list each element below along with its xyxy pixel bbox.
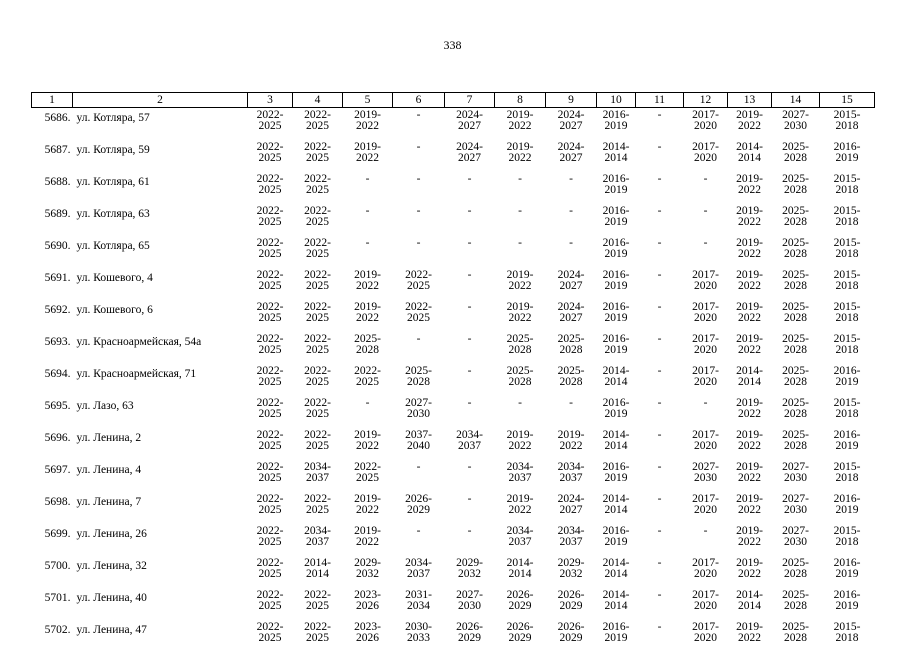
row-number: 5701.: [32, 588, 73, 620]
period-cell: -: [445, 524, 495, 556]
period-cell: -: [684, 204, 728, 236]
street-address: ул. Котляра, 57: [73, 108, 248, 141]
row-number: 5699.: [32, 524, 73, 556]
table-row: [32, 620, 875, 652]
period-cell: 2029- 2032: [445, 556, 495, 588]
period-cell: 2019- 2022: [728, 492, 772, 524]
table-row: [32, 396, 875, 428]
period-cell: -: [393, 140, 445, 172]
period-cell: 2027- 2030: [772, 524, 820, 556]
header-cell: 13: [728, 93, 772, 108]
table-row: [32, 556, 875, 588]
period-cell: -: [636, 396, 684, 428]
street-address: ул. Котляра, 63: [73, 204, 248, 236]
street-address: ул. Кошевого, 4: [73, 268, 248, 300]
period-cell: 2034- 2037: [445, 428, 495, 460]
street-address: ул. Котляра, 61: [73, 172, 248, 204]
period-cell: 2026- 2029: [445, 620, 495, 652]
table-row: [32, 460, 875, 492]
row-number: 5687.: [32, 140, 73, 172]
period-cell: -: [495, 172, 546, 204]
period-cell: -: [636, 140, 684, 172]
period-cell: 2014- 2014: [597, 492, 636, 524]
period-cell: -: [445, 460, 495, 492]
period-cell: 2017- 2020: [684, 428, 728, 460]
period-cell: 2022- 2025: [393, 300, 445, 332]
data-table: [31, 92, 875, 652]
period-cell: -: [636, 268, 684, 300]
period-cell: 2022- 2025: [248, 460, 293, 492]
period-cell: 2014- 2014: [597, 556, 636, 588]
period-cell: 2025- 2028: [343, 332, 393, 364]
period-cell: 2022- 2025: [293, 140, 343, 172]
table-row: [32, 172, 875, 204]
row-number: 5691.: [32, 268, 73, 300]
period-cell: 2022- 2025: [248, 108, 293, 141]
period-cell: 2029- 2032: [546, 556, 597, 588]
header-cell: 12: [684, 93, 728, 108]
period-cell: 2022- 2025: [248, 172, 293, 204]
period-cell: 2022- 2025: [248, 556, 293, 588]
period-cell: 2025- 2028: [772, 620, 820, 652]
period-cell: -: [546, 236, 597, 268]
row-number: 5689.: [32, 204, 73, 236]
period-cell: 2019- 2022: [728, 204, 772, 236]
street-address: ул. Ленина, 4: [73, 460, 248, 492]
period-cell: 2024- 2027: [546, 140, 597, 172]
period-cell: -: [445, 300, 495, 332]
period-cell: 2019- 2022: [343, 268, 393, 300]
row-number: 5690.: [32, 236, 73, 268]
period-cell: 2022- 2025: [293, 492, 343, 524]
street-address: ул. Ленина, 7: [73, 492, 248, 524]
period-cell: 2014- 2014: [597, 364, 636, 396]
period-cell: -: [546, 172, 597, 204]
period-cell: 2019- 2022: [728, 236, 772, 268]
period-cell: 2026- 2029: [546, 620, 597, 652]
period-cell: 2019- 2022: [728, 172, 772, 204]
table-row: [32, 492, 875, 524]
period-cell: 2034- 2037: [393, 556, 445, 588]
period-cell: -: [495, 396, 546, 428]
period-cell: -: [636, 108, 684, 141]
period-cell: 2022- 2025: [293, 588, 343, 620]
table-row: [32, 364, 875, 396]
header-cell: 14: [772, 93, 820, 108]
street-address: ул. Лазо, 63: [73, 396, 248, 428]
period-cell: 2015- 2018: [820, 524, 875, 556]
period-cell: 2019- 2022: [495, 140, 546, 172]
period-cell: 2019- 2022: [728, 428, 772, 460]
period-cell: 2025- 2028: [772, 268, 820, 300]
header-cell: 10: [597, 93, 636, 108]
period-cell: -: [495, 236, 546, 268]
period-cell: -: [684, 172, 728, 204]
row-number: 5696.: [32, 428, 73, 460]
period-cell: 2014- 2014: [728, 364, 772, 396]
period-cell: 2019- 2022: [343, 428, 393, 460]
table-header: [32, 93, 875, 108]
period-cell: 2019- 2022: [343, 108, 393, 141]
period-cell: 2022- 2025: [248, 300, 293, 332]
period-cell: 2017- 2020: [684, 332, 728, 364]
header-cell: 11: [636, 93, 684, 108]
row-number: 5694.: [32, 364, 73, 396]
header-cell: 15: [820, 93, 875, 108]
table-row: [32, 332, 875, 364]
period-cell: -: [684, 396, 728, 428]
period-cell: 2015- 2018: [820, 620, 875, 652]
street-address: ул. Кошевого, 6: [73, 300, 248, 332]
period-cell: -: [636, 492, 684, 524]
period-cell: 2015- 2018: [820, 460, 875, 492]
period-cell: 2022- 2025: [293, 268, 343, 300]
street-address: ул. Котляра, 65: [73, 236, 248, 268]
page-number: 338: [0, 38, 905, 53]
period-cell: 2017- 2020: [684, 268, 728, 300]
table-row: [32, 236, 875, 268]
period-cell: 2025- 2028: [772, 428, 820, 460]
period-cell: 2019- 2022: [728, 460, 772, 492]
period-cell: 2017- 2020: [684, 108, 728, 141]
period-cell: 2015- 2018: [820, 268, 875, 300]
period-cell: 2017- 2020: [684, 140, 728, 172]
header-cell: 2: [73, 93, 248, 108]
period-cell: -: [495, 204, 546, 236]
street-address: ул. Красноармейская, 54а: [73, 332, 248, 364]
period-cell: -: [393, 332, 445, 364]
period-cell: 2027- 2030: [393, 396, 445, 428]
period-cell: 2022- 2025: [248, 268, 293, 300]
period-cell: 2034- 2037: [293, 460, 343, 492]
period-cell: -: [684, 236, 728, 268]
period-cell: 2015- 2018: [820, 332, 875, 364]
row-number: 5702.: [32, 620, 73, 652]
period-cell: 2027- 2030: [684, 460, 728, 492]
row-number: 5686.: [32, 108, 73, 141]
period-cell: -: [393, 524, 445, 556]
period-cell: 2023- 2026: [343, 588, 393, 620]
period-cell: 2014- 2014: [495, 556, 546, 588]
period-cell: 2037- 2040: [393, 428, 445, 460]
period-cell: 2019- 2022: [343, 492, 393, 524]
period-cell: 2027- 2030: [772, 460, 820, 492]
period-cell: -: [636, 460, 684, 492]
period-cell: 2022- 2025: [248, 236, 293, 268]
period-cell: 2019- 2022: [728, 396, 772, 428]
period-cell: 2015- 2018: [820, 172, 875, 204]
period-cell: 2017- 2020: [684, 364, 728, 396]
period-cell: 2016- 2019: [597, 300, 636, 332]
street-address: ул. Ленина, 47: [73, 620, 248, 652]
table-row: [32, 524, 875, 556]
period-cell: 2025- 2028: [772, 396, 820, 428]
header-cell: 5: [343, 93, 393, 108]
period-cell: -: [343, 396, 393, 428]
period-cell: -: [636, 332, 684, 364]
period-cell: -: [546, 204, 597, 236]
period-cell: 2025- 2028: [495, 364, 546, 396]
period-cell: 2022- 2025: [248, 524, 293, 556]
period-cell: 2022- 2025: [393, 268, 445, 300]
period-cell: 2030- 2033: [393, 620, 445, 652]
row-number: 5700.: [32, 556, 73, 588]
period-cell: 2022- 2025: [248, 204, 293, 236]
period-cell: 2025- 2028: [772, 140, 820, 172]
row-number: 5688.: [32, 172, 73, 204]
table-row: [32, 140, 875, 172]
period-cell: 2026- 2029: [546, 588, 597, 620]
period-cell: -: [445, 492, 495, 524]
header-cell: 9: [546, 93, 597, 108]
period-cell: 2016- 2019: [597, 172, 636, 204]
period-cell: -: [445, 332, 495, 364]
period-cell: 2015- 2018: [820, 204, 875, 236]
street-address: ул. Ленина, 2: [73, 428, 248, 460]
period-cell: -: [445, 396, 495, 428]
period-cell: -: [684, 524, 728, 556]
period-cell: 2034- 2037: [495, 460, 546, 492]
header-cell: 4: [293, 93, 343, 108]
period-cell: -: [636, 300, 684, 332]
period-cell: 2024- 2027: [546, 492, 597, 524]
period-cell: 2016- 2019: [597, 332, 636, 364]
period-cell: -: [393, 236, 445, 268]
period-cell: 2019- 2022: [495, 428, 546, 460]
period-cell: 2019- 2022: [728, 620, 772, 652]
period-cell: 2022- 2025: [248, 492, 293, 524]
period-cell: 2019- 2022: [495, 108, 546, 141]
period-cell: 2034- 2037: [546, 460, 597, 492]
period-cell: 2025- 2028: [772, 300, 820, 332]
period-cell: 2024- 2027: [546, 108, 597, 141]
period-cell: 2019- 2022: [495, 492, 546, 524]
period-cell: 2016- 2019: [820, 556, 875, 588]
period-cell: -: [393, 108, 445, 141]
period-cell: 2015- 2018: [820, 236, 875, 268]
period-cell: 2019- 2022: [343, 300, 393, 332]
period-cell: -: [445, 364, 495, 396]
header-cell: 8: [495, 93, 546, 108]
period-cell: 2016- 2019: [597, 204, 636, 236]
period-cell: 2025- 2028: [772, 236, 820, 268]
period-cell: 2022- 2025: [293, 108, 343, 141]
period-cell: 2027- 2030: [445, 588, 495, 620]
table-row: [32, 428, 875, 460]
period-cell: -: [343, 204, 393, 236]
period-cell: 2025- 2028: [495, 332, 546, 364]
period-cell: 2025- 2028: [772, 172, 820, 204]
period-cell: 2019- 2022: [546, 428, 597, 460]
period-cell: 2019- 2022: [728, 300, 772, 332]
period-cell: 2034- 2037: [495, 524, 546, 556]
period-cell: -: [636, 172, 684, 204]
period-cell: 2017- 2020: [684, 556, 728, 588]
table-row: [32, 588, 875, 620]
period-cell: 2016- 2019: [597, 460, 636, 492]
period-cell: 2026- 2029: [495, 588, 546, 620]
period-cell: -: [445, 268, 495, 300]
period-cell: 2024- 2027: [445, 140, 495, 172]
period-cell: -: [636, 588, 684, 620]
period-cell: 2031- 2034: [393, 588, 445, 620]
row-number: 5692.: [32, 300, 73, 332]
period-cell: 2025- 2028: [772, 204, 820, 236]
period-cell: 2022- 2025: [343, 364, 393, 396]
period-cell: 2022- 2025: [343, 460, 393, 492]
period-cell: -: [636, 428, 684, 460]
table-row: [32, 108, 875, 141]
period-cell: 2014- 2014: [728, 140, 772, 172]
period-cell: 2017- 2020: [684, 300, 728, 332]
period-cell: 2022- 2025: [248, 364, 293, 396]
period-cell: 2022- 2025: [293, 300, 343, 332]
period-cell: 2019- 2022: [728, 108, 772, 141]
period-cell: 2022- 2025: [293, 428, 343, 460]
period-cell: -: [393, 172, 445, 204]
period-cell: 2016- 2019: [597, 236, 636, 268]
period-cell: -: [636, 620, 684, 652]
header-cell: 1: [32, 93, 73, 108]
period-cell: 2022- 2025: [293, 396, 343, 428]
period-cell: 2029- 2032: [343, 556, 393, 588]
period-cell: 2017- 2020: [684, 620, 728, 652]
period-cell: 2019- 2022: [728, 332, 772, 364]
row-number: 5697.: [32, 460, 73, 492]
period-cell: 2025- 2028: [546, 364, 597, 396]
period-cell: -: [393, 460, 445, 492]
period-cell: 2014- 2014: [728, 588, 772, 620]
period-cell: 2019- 2022: [495, 268, 546, 300]
period-cell: -: [636, 524, 684, 556]
period-cell: 2014- 2014: [293, 556, 343, 588]
period-cell: 2022- 2025: [248, 620, 293, 652]
period-cell: 2014- 2014: [597, 428, 636, 460]
period-cell: 2034- 2037: [546, 524, 597, 556]
period-cell: 2022- 2025: [293, 620, 343, 652]
period-cell: 2016- 2019: [597, 396, 636, 428]
table-row: [32, 268, 875, 300]
period-cell: 2017- 2020: [684, 588, 728, 620]
period-cell: 2017- 2020: [684, 492, 728, 524]
period-cell: 2019- 2022: [343, 140, 393, 172]
period-cell: -: [445, 236, 495, 268]
street-address: ул. Красноармейская, 71: [73, 364, 248, 396]
period-cell: 2025- 2028: [546, 332, 597, 364]
row-number: 5695.: [32, 396, 73, 428]
street-address: ул. Ленина, 40: [73, 588, 248, 620]
period-cell: 2016- 2019: [820, 140, 875, 172]
period-cell: -: [636, 204, 684, 236]
period-cell: 2026- 2029: [393, 492, 445, 524]
period-cell: 2025- 2028: [393, 364, 445, 396]
period-cell: 2019- 2022: [343, 524, 393, 556]
period-cell: 2025- 2028: [772, 588, 820, 620]
period-cell: -: [636, 556, 684, 588]
period-cell: 2025- 2028: [772, 332, 820, 364]
street-address: ул. Котляра, 59: [73, 140, 248, 172]
period-cell: 2014- 2014: [597, 588, 636, 620]
header-cell: 6: [393, 93, 445, 108]
period-cell: 2022- 2025: [293, 172, 343, 204]
period-cell: 2015- 2018: [820, 108, 875, 141]
period-cell: 2015- 2018: [820, 300, 875, 332]
period-cell: 2023- 2026: [343, 620, 393, 652]
period-cell: -: [445, 172, 495, 204]
table-body: [32, 108, 875, 652]
period-cell: -: [636, 364, 684, 396]
period-cell: 2024- 2027: [445, 108, 495, 141]
period-cell: 2024- 2027: [546, 268, 597, 300]
header-cell: 7: [445, 93, 495, 108]
period-cell: 2022- 2025: [293, 364, 343, 396]
period-cell: 2014- 2014: [597, 140, 636, 172]
period-cell: 2022- 2025: [248, 140, 293, 172]
table-row: [32, 300, 875, 332]
period-cell: 2016- 2019: [820, 588, 875, 620]
period-cell: 2025- 2028: [772, 556, 820, 588]
period-cell: 2026- 2029: [495, 620, 546, 652]
street-address: ул. Ленина, 26: [73, 524, 248, 556]
period-cell: 2022- 2025: [293, 236, 343, 268]
period-cell: 2016- 2019: [820, 364, 875, 396]
period-cell: 2024- 2027: [546, 300, 597, 332]
period-cell: -: [636, 236, 684, 268]
header-cell: 3: [248, 93, 293, 108]
period-cell: 2016- 2019: [597, 268, 636, 300]
period-cell: 2019- 2022: [728, 524, 772, 556]
header-row: [32, 93, 875, 108]
period-cell: -: [343, 236, 393, 268]
period-cell: 2022- 2025: [248, 428, 293, 460]
period-cell: 2016- 2019: [820, 492, 875, 524]
period-cell: 2027- 2030: [772, 492, 820, 524]
table-row: [32, 204, 875, 236]
period-cell: 2019- 2022: [728, 268, 772, 300]
period-cell: -: [393, 204, 445, 236]
period-cell: 2027- 2030: [772, 108, 820, 141]
period-cell: 2016- 2019: [597, 620, 636, 652]
row-number: 5693.: [32, 332, 73, 364]
period-cell: 2019- 2022: [728, 556, 772, 588]
period-cell: 2022- 2025: [293, 332, 343, 364]
period-cell: 2016- 2019: [597, 524, 636, 556]
period-cell: 2022- 2025: [248, 332, 293, 364]
period-cell: -: [546, 396, 597, 428]
period-cell: 2025- 2028: [772, 364, 820, 396]
period-cell: 2015- 2018: [820, 396, 875, 428]
street-address: ул. Ленина, 32: [73, 556, 248, 588]
period-cell: 2022- 2025: [248, 396, 293, 428]
period-cell: 2022- 2025: [248, 588, 293, 620]
period-cell: -: [343, 172, 393, 204]
period-cell: -: [445, 204, 495, 236]
period-cell: 2034- 2037: [293, 524, 343, 556]
period-cell: 2022- 2025: [293, 204, 343, 236]
period-cell: 2016- 2019: [597, 108, 636, 141]
row-number: 5698.: [32, 492, 73, 524]
period-cell: 2016- 2019: [820, 428, 875, 460]
period-cell: 2019- 2022: [495, 300, 546, 332]
